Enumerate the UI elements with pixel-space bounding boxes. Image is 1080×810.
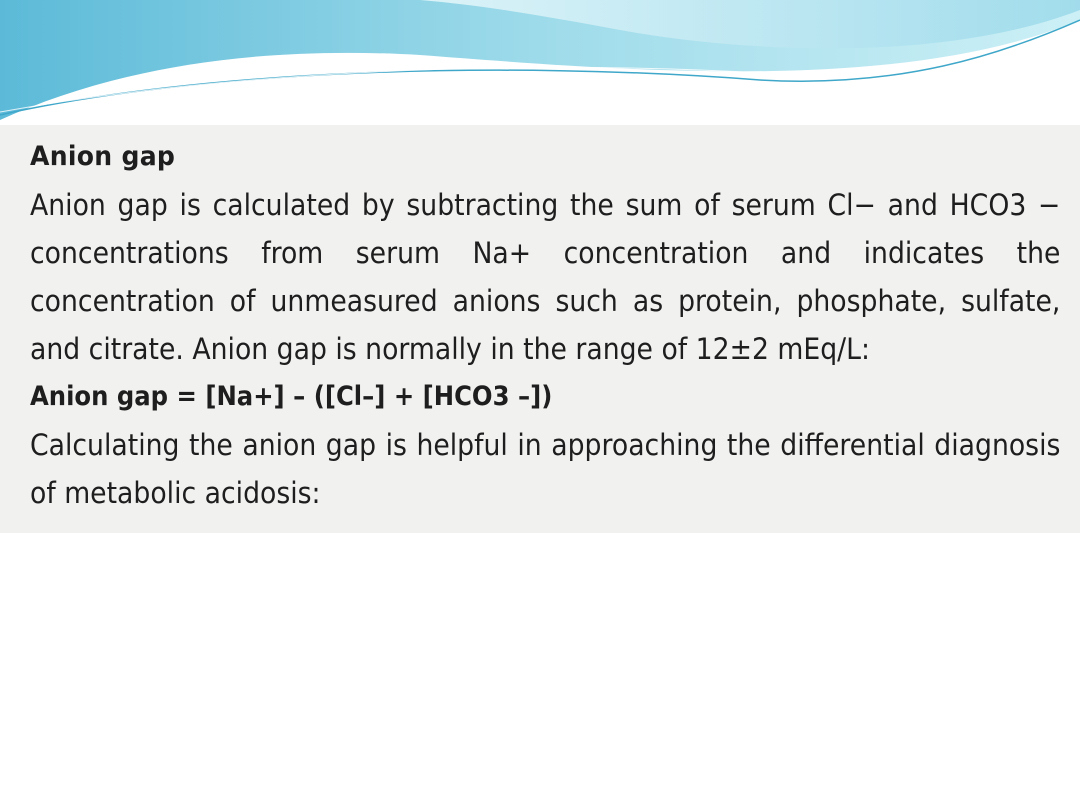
paragraph-definition: Anion gap is calculated by subtracting the sum of serum Cl− and HCO3 − concentrations from serum Na+ concentration and indicates the concentration of unmeasured anions such as protein, phosphate, sulfate, and citrate. Anion gap is normally in the range of 12±2 mEq/L: [30,188,1061,366]
scanned-text-image [0,125,1080,533]
header-wave-decoration [0,0,1080,130]
formula: Anion gap = [Na+] – ([Cl–] + [HCO3 –]) [30,381,553,412]
heading: Anion gap [30,141,176,172]
paragraph-usage: Calculating the anion gap is helpful in approaching the differential diagnosis of metabolic acidosis: [30,428,1061,510]
slide-empty-area [0,533,1080,810]
